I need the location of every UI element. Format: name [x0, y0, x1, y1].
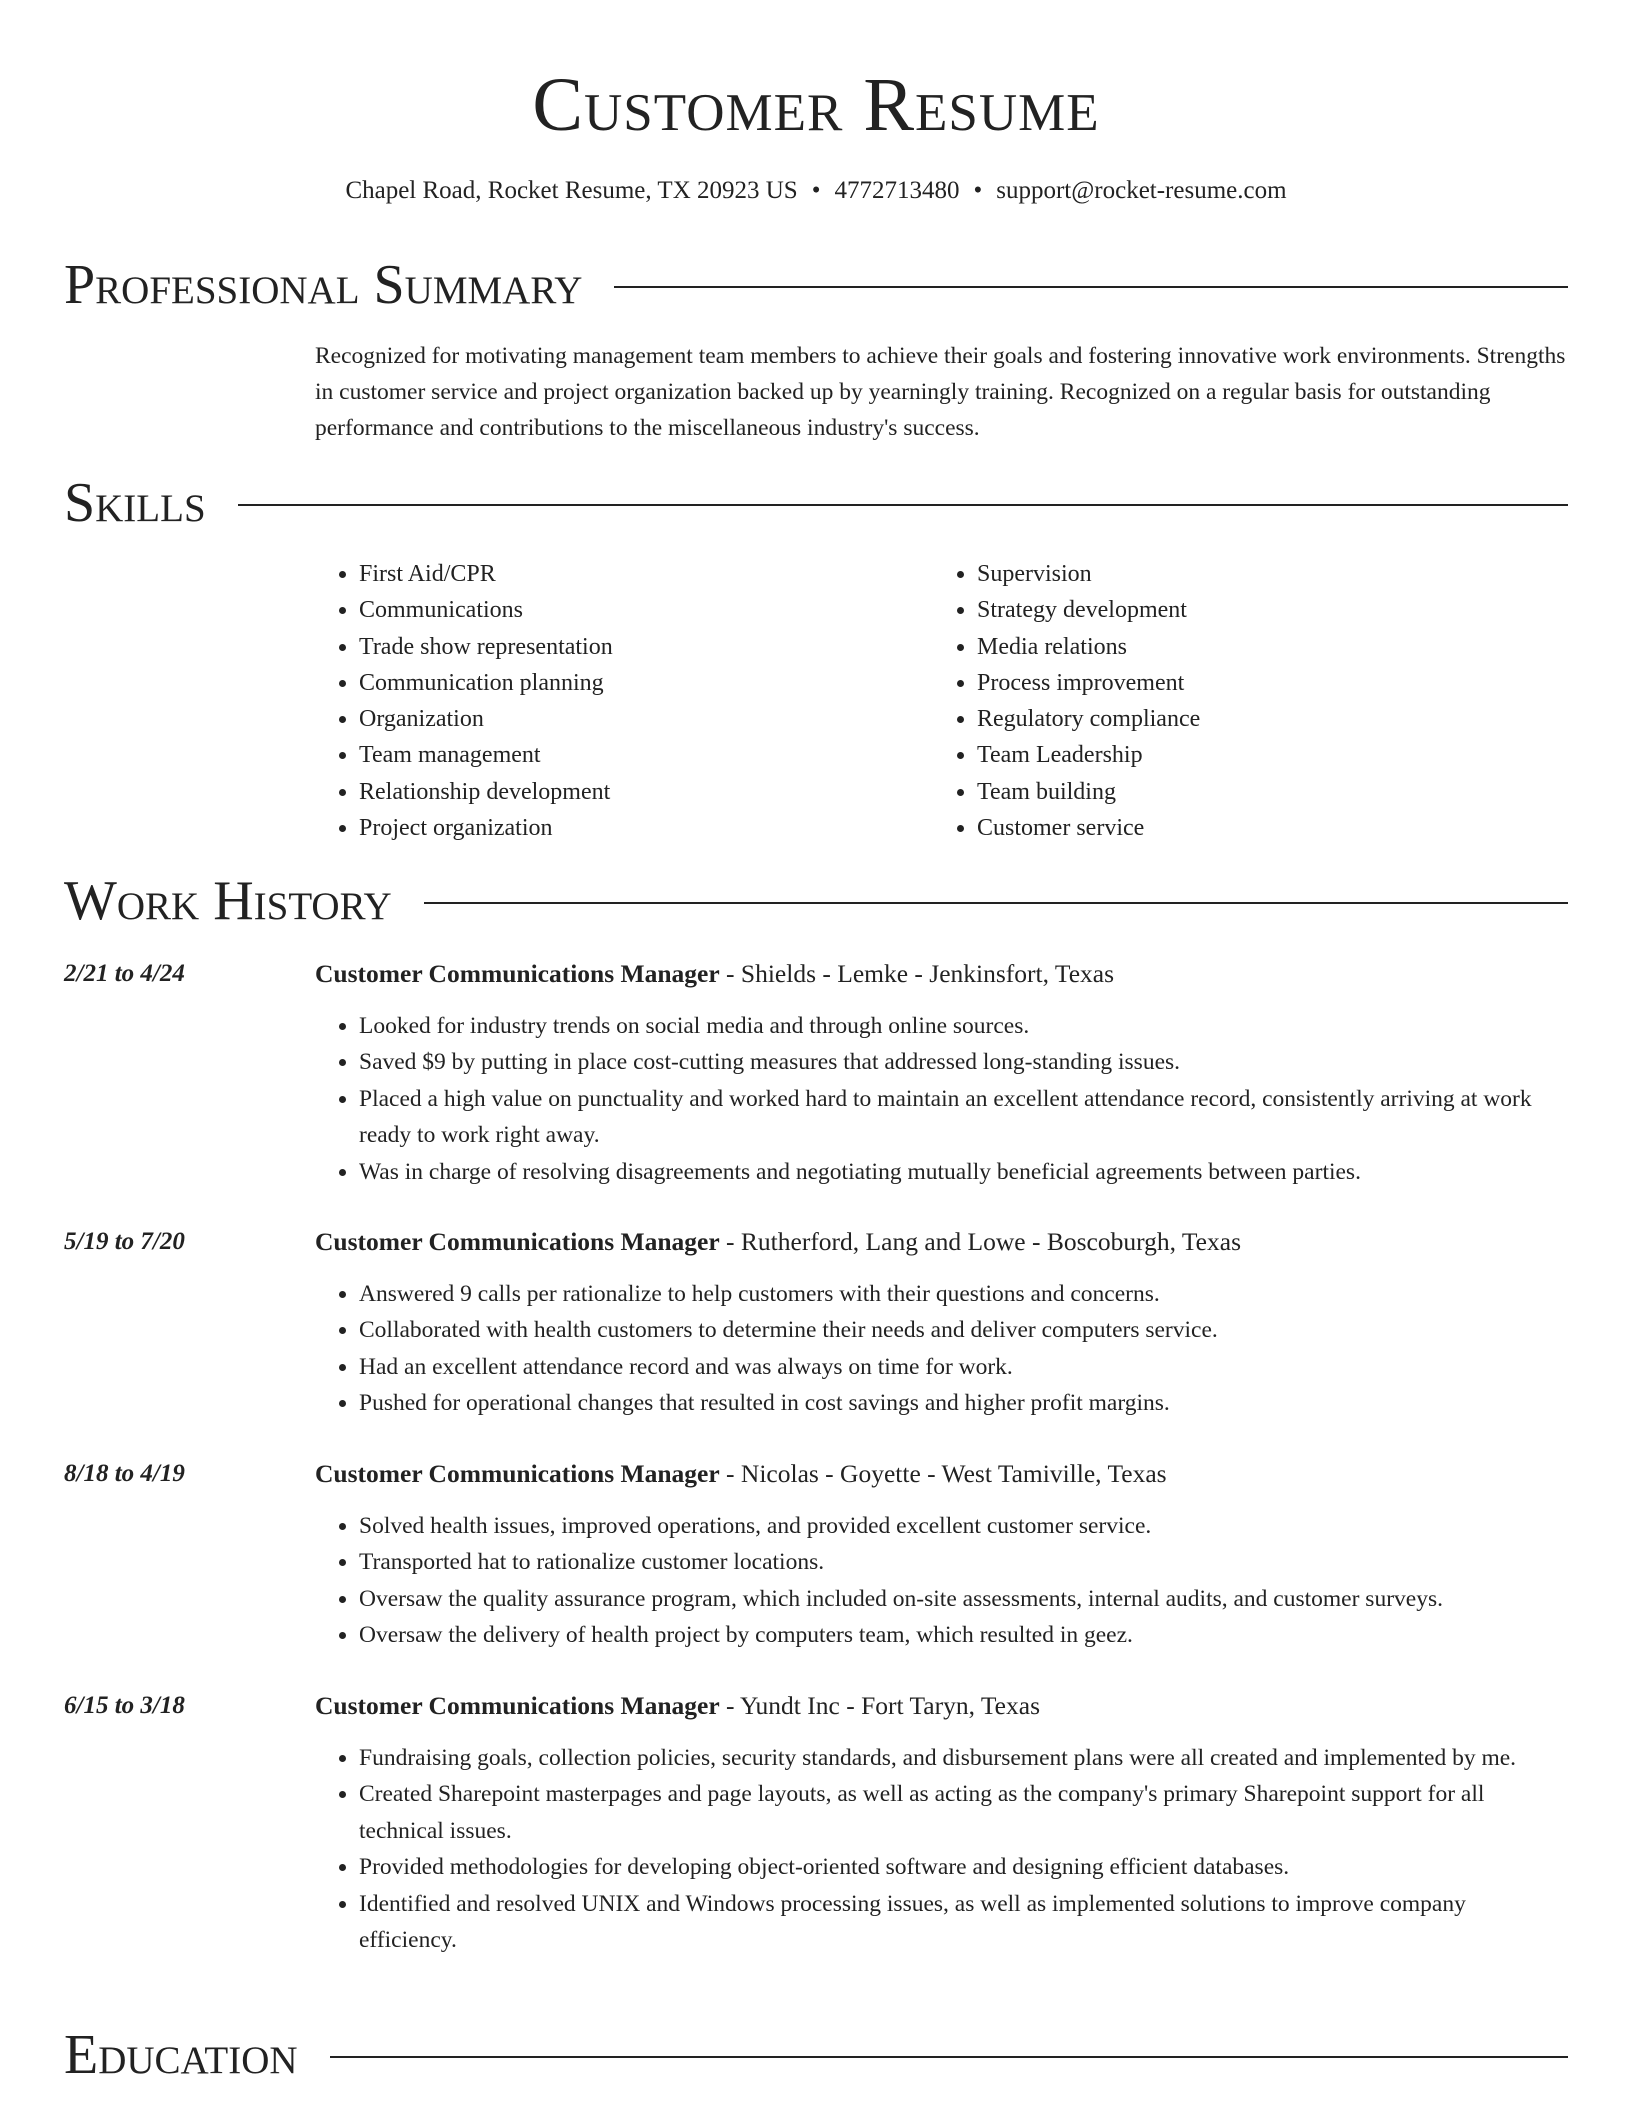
job-employer: - Shields - Lemke - Jenkinsfort, Texas [719, 959, 1115, 988]
skill-item: • Project organization [359, 810, 933, 846]
job-bullet: • Oversaw the delivery of health project by computers team, which resulted in geez. [359, 1617, 1567, 1653]
job-bullets [315, 1740, 1567, 1958]
job-heading [315, 1224, 1567, 1260]
skill-item: • Communications [359, 592, 933, 628]
work-history-heading [64, 868, 1568, 934]
job-bullet: • Fundraising goals, collection policies, security standards, and disbursement plans were all created and implemented by me. [359, 1740, 1567, 1776]
job-bullet: • Created Sharepoint masterpages and page layouts, as well as acting as the company's primary Sharepoint support for all technical issues. [359, 1776, 1567, 1849]
job-bullet: • Oversaw the quality assurance program, which included on-site assessments, internal audits, and customer surveys. [359, 1581, 1567, 1617]
section-title: Education [64, 2024, 298, 2086]
skills-column-left [315, 556, 933, 846]
skill-item: • Relationship development [359, 774, 933, 810]
skill-item: • Regulatory compliance [977, 701, 1551, 737]
job-bullet: • Transported hat to rationalize customer locations. [359, 1544, 1567, 1580]
section-divider [424, 902, 1568, 904]
skill-item: • Team management [359, 737, 933, 773]
job-bullet: • Solved health issues, improved operations, and provided excellent customer service. [359, 1508, 1567, 1544]
job-bullets [315, 1276, 1567, 1422]
contact-email: support@rocket-resume.com [996, 177, 1287, 204]
skills-list [315, 556, 1567, 846]
summary-text: Recognized for motivating management team members to achieve their goals and fostering innovative work environments. Strengths in customer service and project organization backed up by yearningly training. Recognized on a regular basis for outstanding performance and contributions to the miscellaneous industry's success. [315, 343, 1566, 441]
job-employer: - Yundt Inc - Fort Taryn, Texas [719, 1691, 1040, 1720]
job-title: Customer Communications Manager [315, 1459, 720, 1488]
job-dates: 5/19 to 7/20 [64, 1228, 185, 1255]
skills-column-right [933, 556, 1551, 846]
job-bullet: • Had an excellent attendance record and was always on time for work. [359, 1349, 1567, 1385]
skill-item: • Team Leadership [977, 737, 1551, 773]
section-divider [238, 504, 1568, 506]
job-bullet: • Was in charge of resolving disagreements and negotiating mutually beneficial agreements between parties. [359, 1154, 1567, 1190]
skill-item: • First Aid/CPR [359, 556, 933, 592]
skill-item: • Strategy development [977, 592, 1551, 628]
skill-item: • Media relations [977, 629, 1551, 665]
skill-item: • Customer service [977, 810, 1551, 846]
job-bullets [315, 1508, 1567, 1654]
job-bullet: • Identified and resolved UNIX and Windows processing issues, as well as implemented solutions to improve company efficiency. [359, 1886, 1567, 1959]
job-bullet: • Collaborated with health customers to determine their needs and deliver computers service. [359, 1312, 1567, 1348]
section-title: Skills [64, 472, 206, 534]
job-heading [315, 1456, 1567, 1492]
section-title: Professional Summary [64, 254, 583, 316]
section-title: Work History [64, 870, 392, 932]
skill-item: • Communication planning [359, 665, 933, 701]
contact-separator: • [973, 177, 983, 204]
education-heading [64, 2022, 1568, 2088]
job-bullets [315, 1008, 1567, 1190]
job-bullet: • Placed a high value on punctuality and worked hard to maintain an excellent attendance record, consistently arriving at work ready to work right away. [359, 1081, 1567, 1154]
summary-heading [64, 252, 1568, 318]
job-bullet: • Answered 9 calls per rationalize to help customers with their questions and concerns. [359, 1276, 1567, 1312]
contact-separator: • [811, 177, 821, 204]
job-title: Customer Communications Manager [315, 1227, 720, 1256]
job-dates: 2/21 to 4/24 [64, 960, 185, 987]
job-bullet: • Saved $9 by putting in place cost-cutting measures that addressed long-standing issues. [359, 1044, 1567, 1080]
job-bullet: • Pushed for operational changes that resulted in cost savings and higher profit margins. [359, 1385, 1567, 1421]
section-divider [330, 2056, 1568, 2058]
resume-name: Customer Resume [532, 63, 1100, 147]
skill-item: • Process improvement [977, 665, 1551, 701]
skill-item: • Team building [977, 774, 1551, 810]
contact-phone: 4772713480 [834, 177, 960, 204]
job-employer: - Rutherford, Lang and Lowe - Boscoburgh, Texas [719, 1227, 1241, 1256]
skill-item: • Organization [359, 701, 933, 737]
skill-item: • Trade show representation [359, 629, 933, 665]
contact-address: Chapel Road, Rocket Resume, TX 20923 US [345, 177, 798, 204]
contact-line [0, 174, 1632, 208]
job-heading [315, 956, 1567, 992]
job-dates: 8/18 to 4/19 [64, 1460, 185, 1487]
skills-heading [64, 470, 1568, 536]
skill-item: • Supervision [977, 556, 1551, 592]
job-bullet: • Looked for industry trends on social media and through online sources. [359, 1008, 1567, 1044]
job-dates: 6/15 to 3/18 [64, 1692, 185, 1719]
job-heading [315, 1688, 1567, 1724]
job-bullet: • Provided methodologies for developing object-oriented software and designing efficient databases. [359, 1849, 1567, 1885]
job-employer: - Nicolas - Goyette - West Tamiville, Texas [719, 1459, 1167, 1488]
job-title: Customer Communications Manager [315, 1691, 720, 1720]
job-title: Customer Communications Manager [315, 959, 720, 988]
section-divider [614, 286, 1568, 288]
